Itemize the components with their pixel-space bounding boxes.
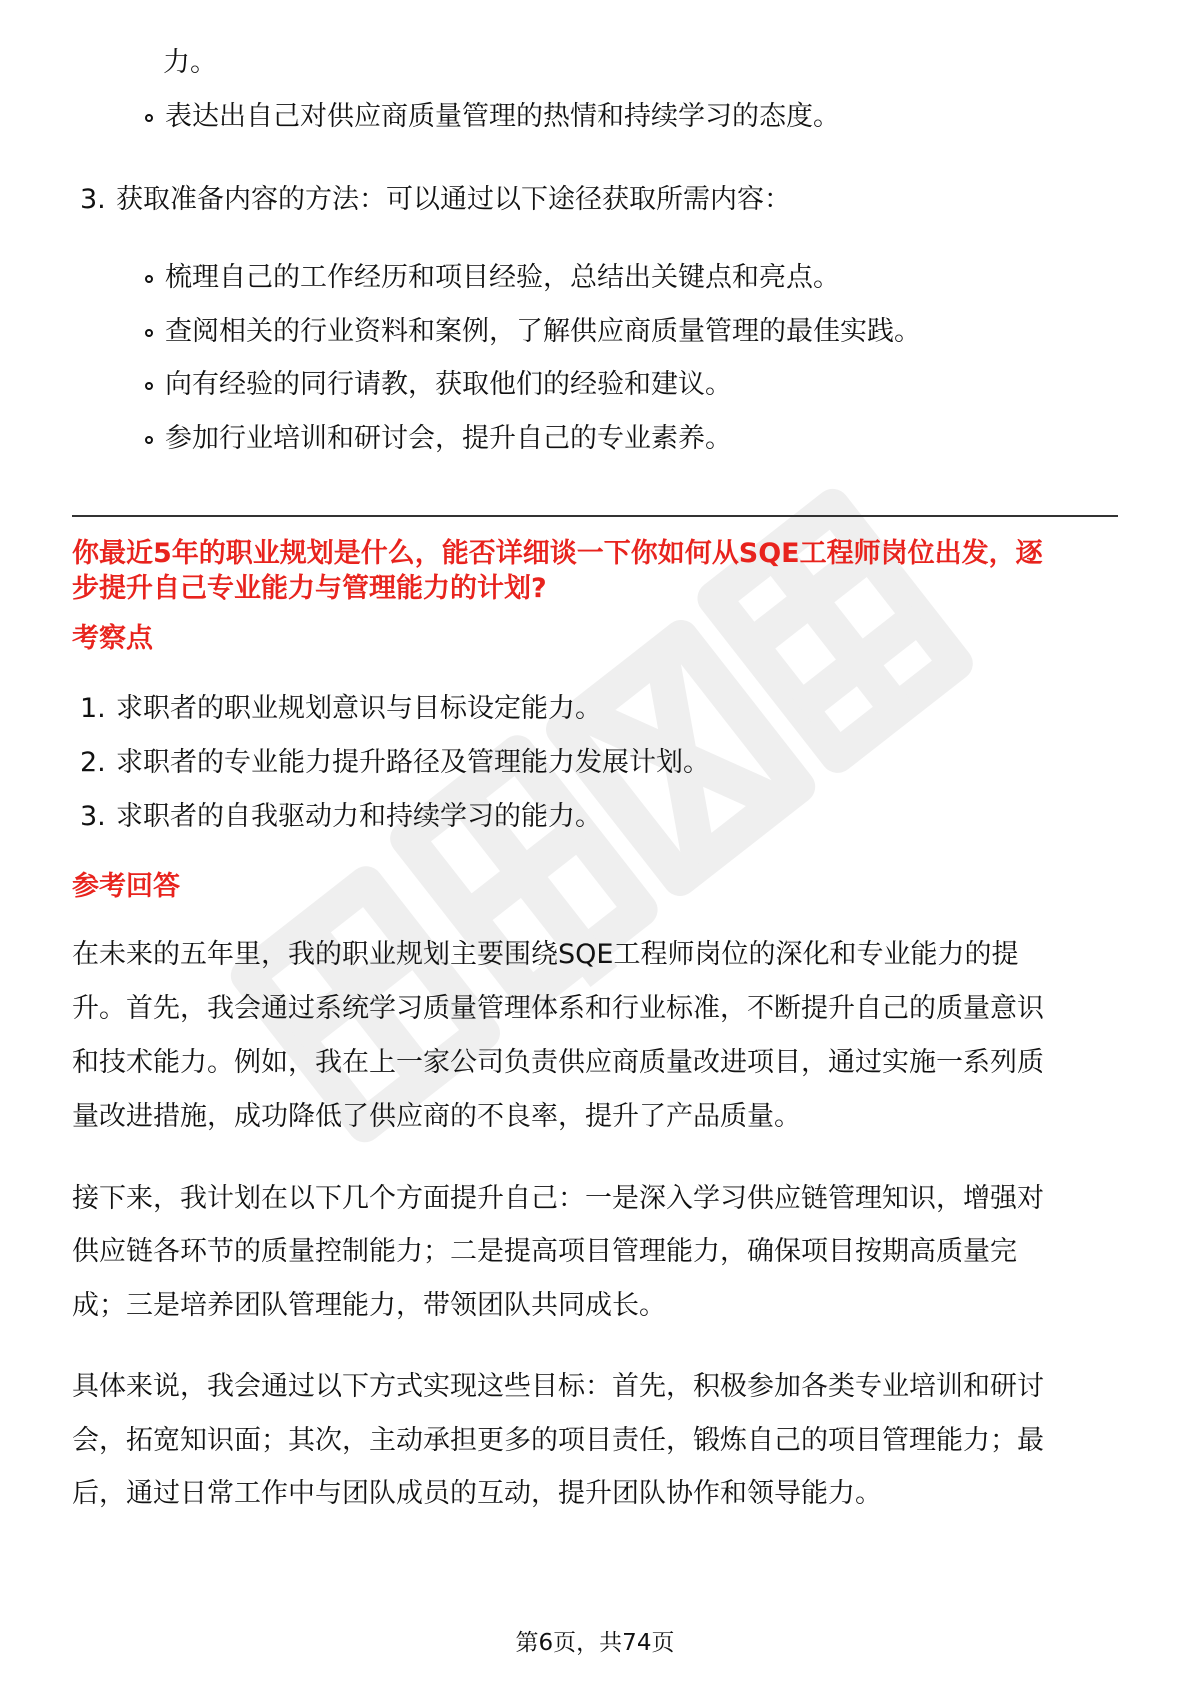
answer-line: 在未来的五年里，我的职业规划主要围绕SQE工程师岗位的深化和专业能力的提 bbox=[72, 939, 1019, 970]
reference-answer-heading: 参考回答 bbox=[72, 871, 180, 902]
exam-points-heading: 考察点 bbox=[72, 623, 153, 654]
answer-line: 后，通过日常工作中与团队成员的互动，提升团队协作和领导能力。 bbox=[72, 1478, 882, 1509]
list-item-text: 求职者的职业规划意识与目标设定能力。 bbox=[116, 693, 602, 724]
answer-line: 和技术能力。例如，我在上一家公司负责供应商质量改进项目，通过实施一系列质 bbox=[72, 1047, 1044, 1078]
answer-line: 会，拓宽知识面；其次，主动承担更多的项目责任，锻炼自己的项目管理能力；最 bbox=[72, 1425, 1044, 1456]
question-line-2: 步提升自己专业能力与管理能力的计划? bbox=[72, 573, 547, 604]
list-item-text: 求职者的自我驱动力和持续学习的能力。 bbox=[116, 801, 602, 832]
bullet-marker bbox=[145, 329, 153, 337]
answer-line: 成；三是培养团队管理能力，带领团队共同成长。 bbox=[72, 1290, 666, 1321]
sub-bullet-text: 梳理自己的工作经历和项目经验，总结出关键点和亮点。 bbox=[165, 262, 840, 293]
section-divider bbox=[72, 515, 1118, 517]
page-number: 第6页，共74页 bbox=[515, 1630, 675, 1656]
list-number: 1. bbox=[80, 693, 106, 724]
answer-line: 升。首先，我会通过系统学习质量管理体系和行业标准，不断提升自己的质量意识 bbox=[72, 993, 1044, 1024]
bullet-marker bbox=[145, 382, 153, 390]
sub-bullet-text: 查阅相关的行业资料和案例，了解供应商质量管理的最佳实践。 bbox=[165, 316, 921, 347]
bullet-text: 表达出自己对供应商质量管理的热情和持续学习的态度。 bbox=[165, 101, 840, 132]
list-number: 2. bbox=[80, 747, 106, 778]
bullet-marker bbox=[145, 114, 153, 122]
list-item-text: 求职者的专业能力提升路径及管理能力发展计划。 bbox=[116, 747, 710, 778]
continuation-text: 力。 bbox=[163, 47, 217, 78]
question-line-1: 你最近5年的职业规划是什么，能否详细谈一下你如何从SQE工程师岗位出发，逐 bbox=[72, 538, 1043, 569]
sub-bullet-text: 向有经验的同行请教，获取他们的经验和建议。 bbox=[165, 369, 732, 400]
list-item-text: 获取准备内容的方法：可以通过以下途径获取所需内容： bbox=[116, 184, 791, 215]
answer-line: 量改进措施，成功降低了供应商的不良率，提升了产品质量。 bbox=[72, 1101, 801, 1132]
list-number: 3. bbox=[80, 801, 106, 832]
list-number: 3. bbox=[80, 184, 106, 215]
answer-line: 接下来，我计划在以下几个方面提升自己：一是深入学习供应链管理知识，增强对 bbox=[72, 1183, 1044, 1214]
bullet-marker bbox=[145, 436, 153, 444]
answer-line: 供应链各环节的质量控制能力；二是提高项目管理能力，确保项目按期高质量完 bbox=[72, 1236, 1017, 1267]
sub-bullet-text: 参加行业培训和研讨会，提升自己的专业素养。 bbox=[165, 423, 732, 454]
bullet-marker bbox=[145, 275, 153, 283]
answer-line: 具体来说，我会通过以下方式实现这些目标：首先，积极参加各类专业培训和研讨 bbox=[72, 1371, 1044, 1402]
